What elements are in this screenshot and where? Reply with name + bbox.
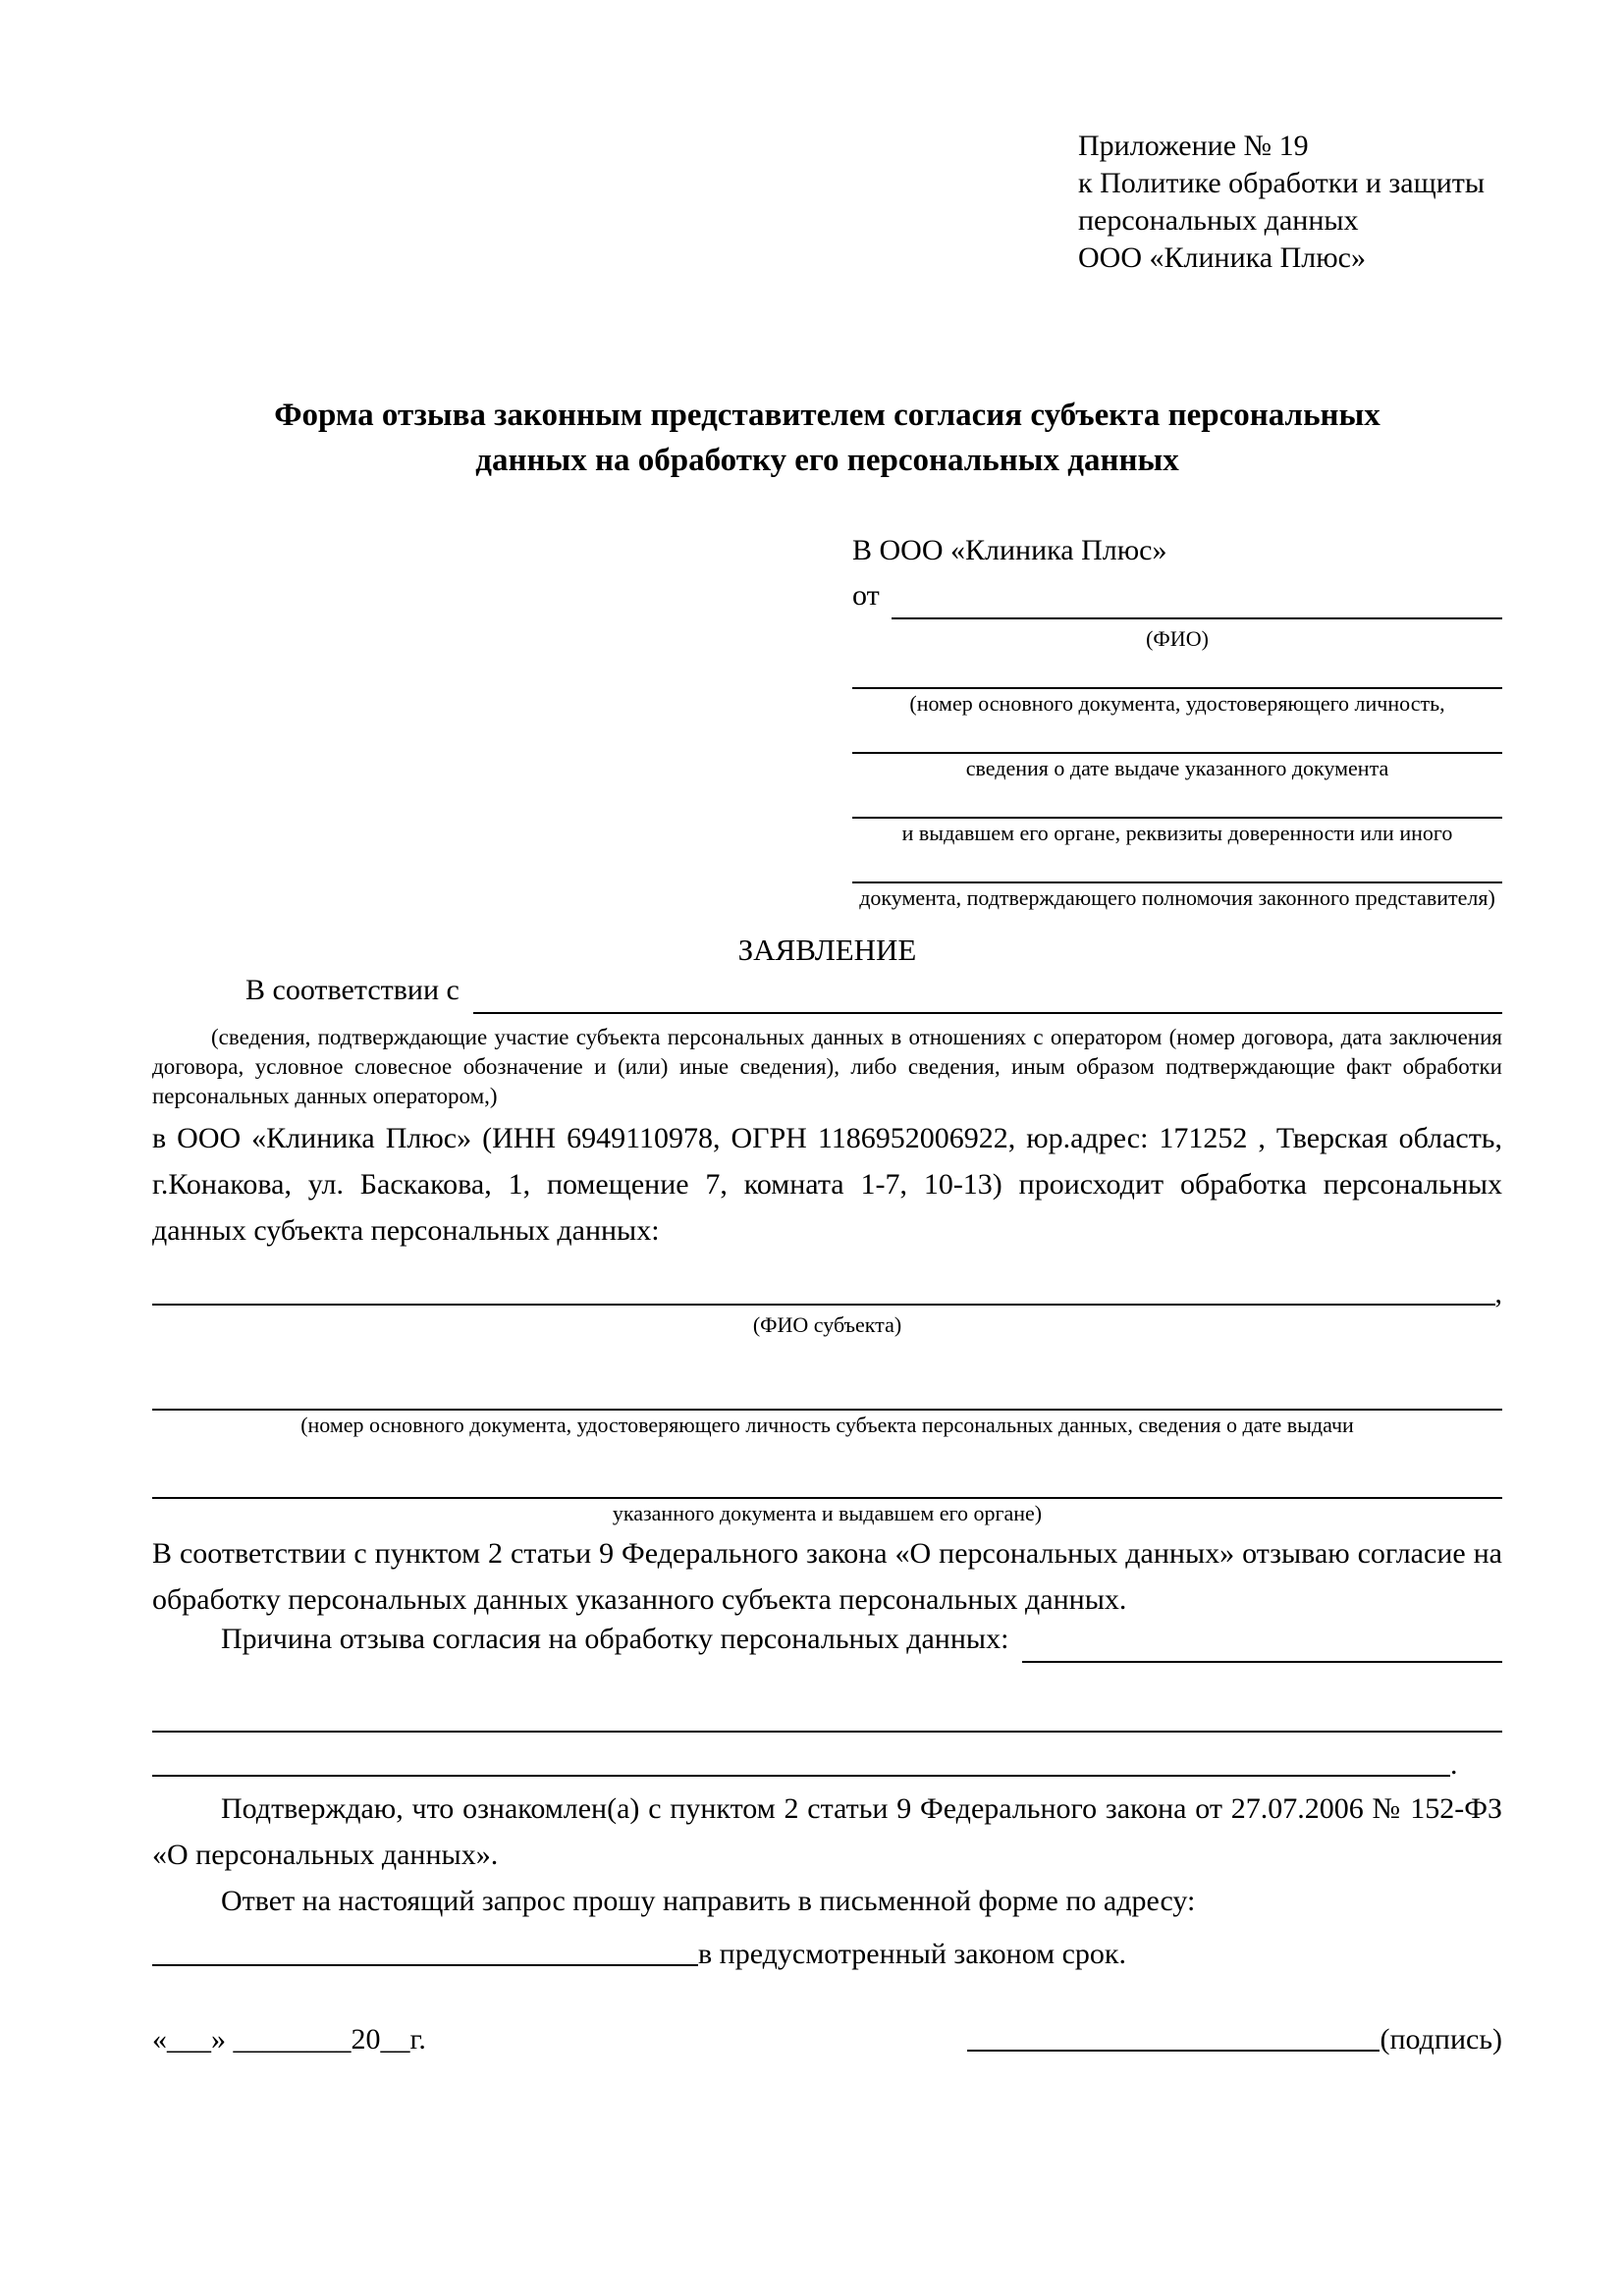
doc-caption-1: (номер основного документа, удостоверяющего личность, — [909, 691, 1445, 716]
reason-blank-line-1 — [152, 1689, 1502, 1733]
date-line: «___» ________20__г. — [152, 2023, 426, 2056]
footer-row — [152, 2022, 1502, 2056]
subject-doc-caption-1: (номер основного документа, удостоверяющего личность субъекта персональных данных, сведения о дате выдачи — [300, 1413, 1354, 1437]
appendix-block — [1078, 128, 1502, 277]
signature-caption: (подпись) — [1380, 2023, 1502, 2056]
reason-blank-line-2 — [152, 1747, 1450, 1777]
subject-doc-blank-line-2 — [152, 1460, 1502, 1499]
acknowledge-paragraph: Подтверждаю, что ознакомлен(а) с пунктом 2 статьи 9 Федерального закона от 27.07.2006 № 152-ФЗ «О персональных данных». — [152, 1792, 1502, 1871]
intro-note: (сведения, подтверждающие участие субъекта персональных данных в отношениях с оператором (номер договора, дата заключения договора, условное словесное обозначение и (или) иные сведения), либо сведения, иным образом подтверждающие факт обработки персональных данных оператором,) — [152, 1025, 1502, 1108]
signature-area — [967, 2022, 1502, 2056]
doc-caption-4: документа, подтверждающего полномочия законного представителя) — [859, 885, 1495, 910]
subject-fio-comma: , — [1494, 1277, 1502, 1309]
appendix-line: к Политике обработки и защиты — [1078, 167, 1486, 199]
reason-label: Причина отзыва согласия на обработку персональных данных: — [221, 1623, 1009, 1655]
doc-blank-line-2 — [852, 717, 1502, 754]
doc-caption-3: и выдавшем его органе, реквизиты доверенности или иного — [901, 821, 1453, 845]
intro-blank-line — [473, 985, 1502, 1014]
reason-blank-line — [1022, 1633, 1502, 1663]
subject-fio-caption: (ФИО субъекта) — [752, 1312, 902, 1337]
signature-blank-line — [967, 2022, 1380, 2052]
appendix-line: персональных данных — [1078, 204, 1359, 237]
withdrawal-paragraph: В соответствии с пунктом 2 статьи 9 Федерального закона «О персональных данных» отзываю согласие на обработку персональных данных указанного субъекта персональных данных. — [152, 1537, 1502, 1616]
operator-paragraph: в ООО «Клиника Плюс» (ИНН 6949110978, ОГРН 1186952006922, юр.адрес: 171252 , Тверская область, г.Конакова, ул. Баскакова, 1, помещение 7, комната 1-7, 10-13) происходит обработка персональных данных субъекта персональных данных: — [152, 1122, 1502, 1247]
doc-caption-2: сведения о дате выдаче указанного документа — [965, 756, 1389, 780]
reply-paragraph: Ответ на настоящий запрос прошу направить в письменной форме по адресу: — [221, 1885, 1196, 1917]
from-label: от — [852, 579, 880, 612]
document-title: Форма отзыва законным представителем согласия субъекта персональных данных на обработку его персональных данных — [274, 398, 1380, 478]
reply-tail: в предусмотренный законом срок. — [698, 1938, 1126, 1970]
reply-address-row — [152, 1924, 1502, 1971]
appendix-line: ООО «Клиника Плюс» — [1078, 241, 1366, 274]
intro-label: В соответствии с — [245, 974, 460, 1006]
reply-address-blank-line — [152, 1937, 698, 1966]
statement-intro-row — [152, 974, 1502, 1019]
fio-blank-line — [892, 590, 1502, 619]
doc-blank-line-1 — [852, 652, 1502, 689]
subject-fio-blank-line — [152, 1276, 1495, 1306]
fio-caption: (ФИО) — [1146, 626, 1209, 651]
addressee-from-row — [852, 579, 1502, 624]
statement-heading: ЗАЯВЛЕНИЕ — [737, 933, 917, 967]
subject-doc-blank-line-1 — [152, 1371, 1502, 1411]
subject-doc-caption-2: указанного документа и выдавшем его органе) — [612, 1501, 1043, 1525]
reason-period: . — [1450, 1748, 1458, 1781]
doc-blank-line-4 — [852, 846, 1502, 883]
appendix-line: Приложение № 19 — [1078, 130, 1309, 162]
reason-row — [152, 1623, 1502, 1668]
subject-fio-row — [152, 1267, 1502, 1310]
doc-blank-line-3 — [852, 781, 1502, 819]
reason-line-2-row — [152, 1733, 1502, 1782]
addressee-block — [852, 534, 1502, 911]
addressee-to: В ООО «Клиника Плюс» — [852, 534, 1167, 566]
